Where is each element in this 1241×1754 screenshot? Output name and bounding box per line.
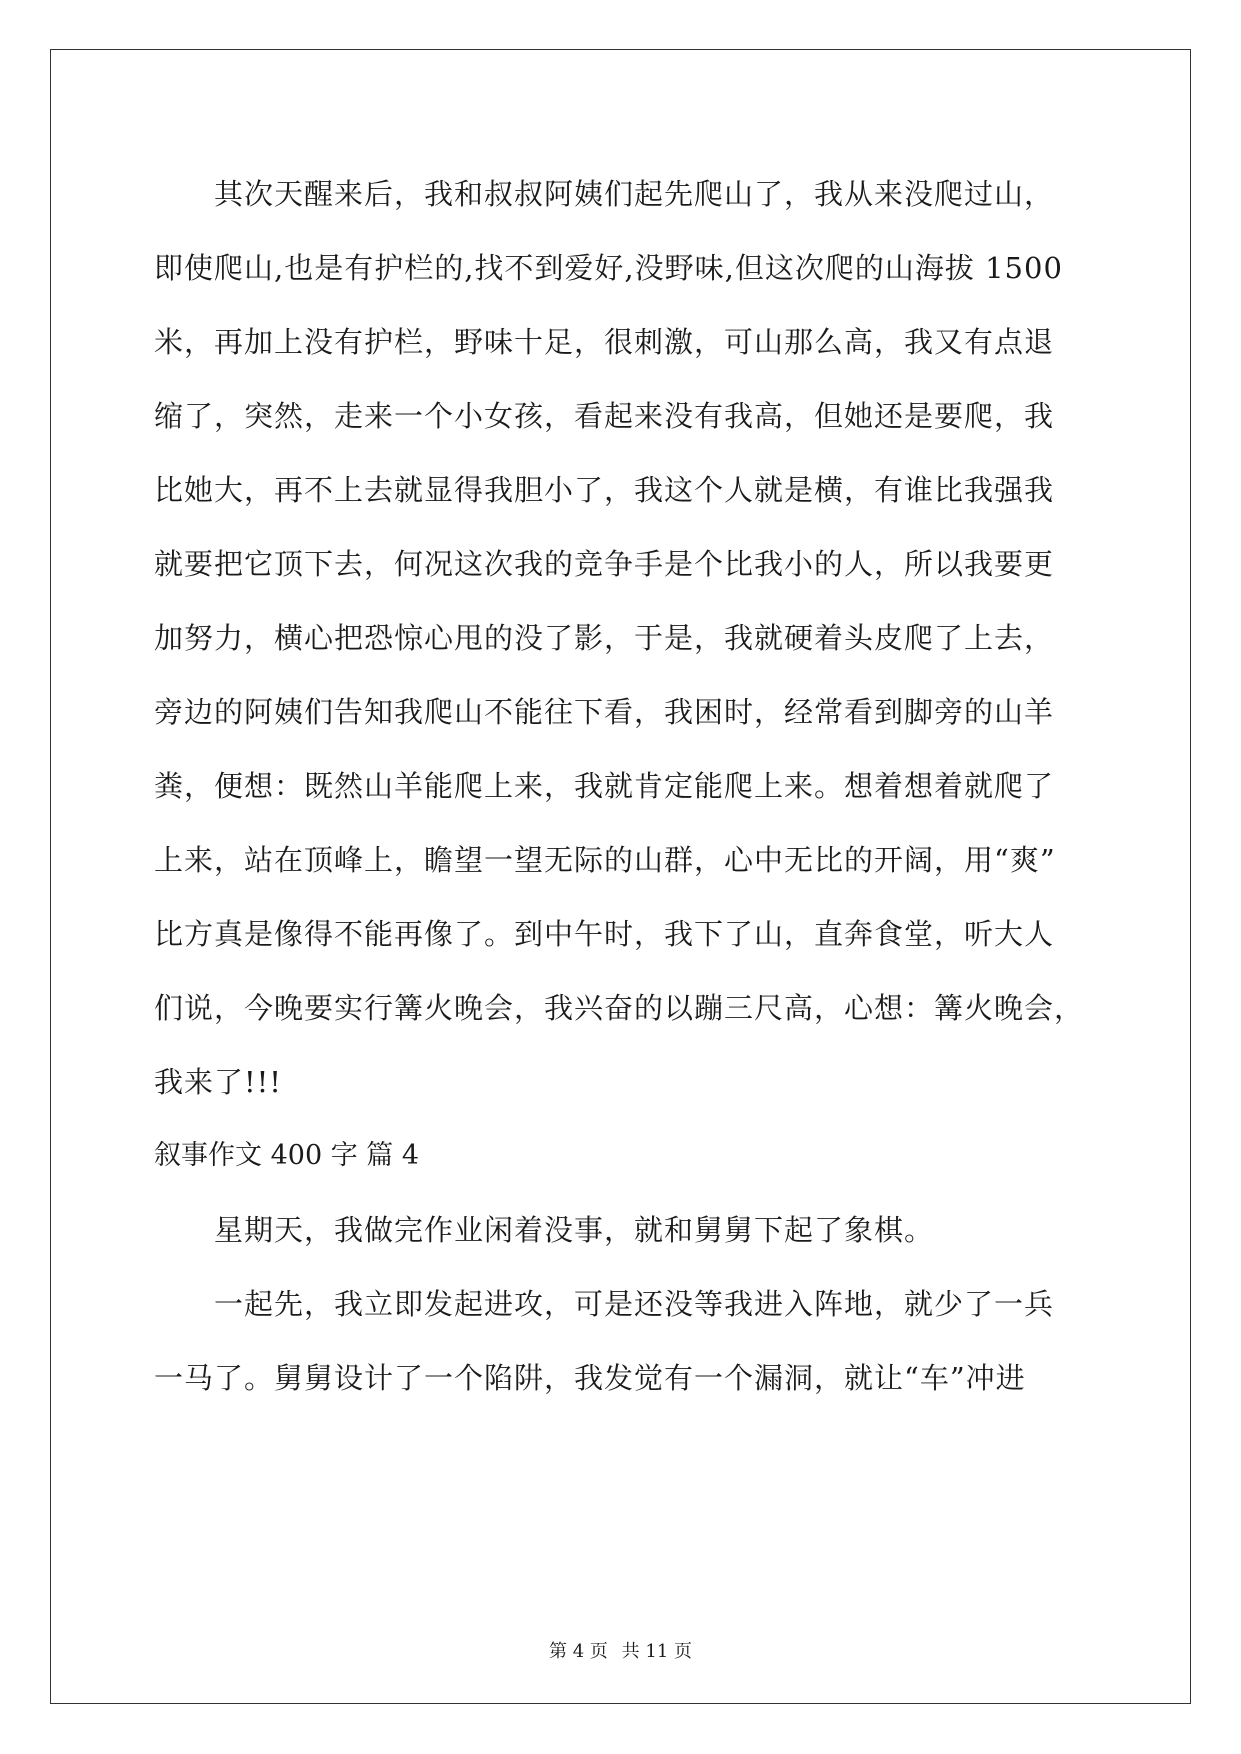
page-number: 第 4 页: [549, 1641, 608, 1662]
text-line: 一马了。舅舅设计了一个陷阱，我发觉有一个漏洞，就让“车”冲进: [154, 1361, 1026, 1395]
text-line: 一起先，我立即发起进攻，可是还没等我进入阵地，就少了一兵: [214, 1287, 1055, 1321]
text-line: 比她大，再不上去就显得我胆小了，我这个人就是横，有谁比我强我: [154, 473, 1055, 507]
text-line: 加努力，横心把恐惊心甩的没了影，于是，我就硬着头皮爬了上去，: [154, 621, 1055, 655]
text-line: 就要把它顶下去，何况这次我的竞争手是个比我小的人，所以我要更: [154, 547, 1055, 581]
page-total: 共 11 页: [621, 1641, 692, 1662]
text-line: 星期天，我做完作业闲着没事，就和舅舅下起了象棋。: [214, 1213, 935, 1247]
text-line: 即使爬山,也是有护栏的,找不到爱好,没野味,但这次爬的山海拔 1500: [154, 251, 1063, 285]
text-line: 我来了!!!: [154, 1065, 282, 1099]
text-line: 其次天醒来后，我和叔叔阿姨们起先爬山了，我从来没爬过山，: [214, 177, 1055, 211]
text-line: 上来，站在顶峰上，瞻望一望无际的山群，心中无比的开阔，用“爽”: [154, 843, 1056, 877]
text-line: 米，再加上没有护栏，野味十足，很刺激，可山那么高，我又有点退: [154, 325, 1055, 359]
text-line: 缩了，突然，走来一个小女孩，看起来没有我高，但她还是要爬，我: [154, 399, 1055, 433]
section-heading: 叙事作文 400 字 篇 4: [154, 1140, 420, 1171]
text-line: 粪，便想：既然山羊能爬上来，我就肯定能爬上来。想着想着就爬了: [154, 769, 1055, 803]
page-footer: [0, 1640, 1241, 1664]
text-line: 比方真是像得不能再像了。到中午时，我下了山，直奔食堂，听大人: [154, 917, 1055, 951]
text-line: 旁边的阿姨们告知我爬山不能往下看，我困时，经常看到脚旁的山羊: [154, 695, 1055, 729]
text-line: 们说，今晚要实行篝火晚会，我兴奋的以蹦三尺高，心想：篝火晚会，: [154, 991, 1085, 1025]
